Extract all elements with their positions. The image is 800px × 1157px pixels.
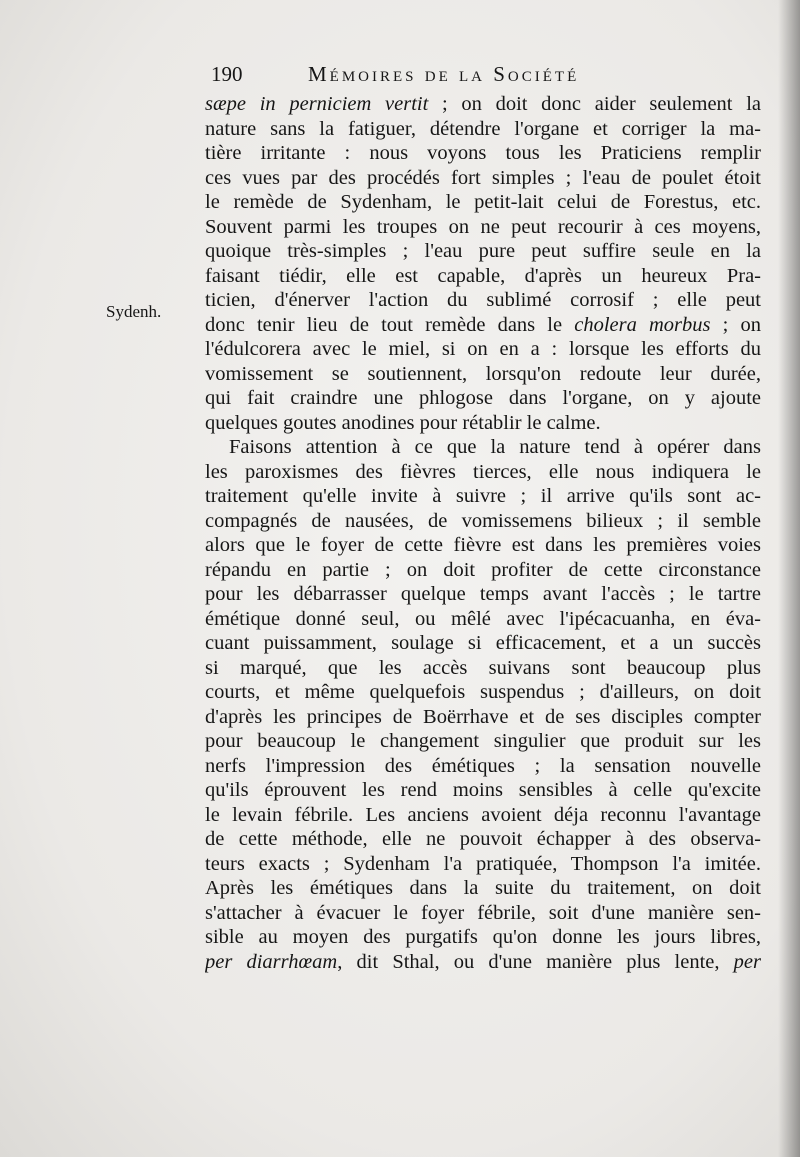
text-line xyxy=(205,607,761,632)
text-run: nature sans la fatiguer, détendre l'organe et corriger la ma- xyxy=(205,117,761,140)
text-line xyxy=(205,386,761,411)
text-line xyxy=(205,827,761,852)
text-run: alors que le foyer de cette fièvre est dans les premières voies xyxy=(205,534,761,556)
text-run: l'édulcorera avec le miel, si on en a : lorsque les efforts du xyxy=(205,338,761,360)
text-line xyxy=(205,509,761,534)
text-line xyxy=(205,754,761,779)
text-run: quelques goutes anodines pour rétablir le calme. xyxy=(205,411,601,434)
text-run: Faisons attention à ce que la nature tend à opérer dans xyxy=(229,436,761,458)
text-line xyxy=(205,362,761,387)
page-edge-shadow xyxy=(778,0,800,1157)
text-run: faisant tiédir, elle est capable, d'après un heureux Pra- xyxy=(205,264,761,287)
text-run: sible au moyen des purgatifs qu'on donne les jours libres, xyxy=(205,926,761,948)
text-line xyxy=(205,729,761,754)
text-run: qu'ils éprouvent les rend moins sensibles à celle qu'excite xyxy=(205,779,761,801)
text-line xyxy=(205,680,761,705)
running-head: Mémoires de la Société xyxy=(308,62,580,86)
text-run: s'attacher à évacuer le foyer fébrile, soit d'une manière sen- xyxy=(205,901,761,924)
text-run: émétique donné seul, ou mêlé avec l'ipécacuanha, en éva- xyxy=(205,607,761,630)
text-run: si marqué, que les accès suivans sont beaucoup plus xyxy=(205,656,761,679)
text-run: , dit Sthal, ou d'une manière plus lente, xyxy=(337,950,734,973)
italic-text: sæpe in perniciem vertit xyxy=(205,93,429,115)
text-run: le levain fébrile. Les anciens avoient déja reconnu l'avantage xyxy=(205,803,761,826)
italic-text: per diarrhœam xyxy=(205,950,338,973)
text-run: d'après les principes de Boërrhave et de ses disciples compter xyxy=(205,705,761,728)
text-line xyxy=(205,778,761,803)
text-run: courts, et même quelquefois suspendus ; d'ailleurs, on doit xyxy=(205,681,761,703)
text-run: teurs exacts ; Sydenham l'a pratiquée, Thompson l'a imitée. xyxy=(205,852,761,875)
text-line xyxy=(205,239,761,264)
text-line xyxy=(205,925,761,950)
text-line xyxy=(205,484,761,509)
text-line xyxy=(205,460,761,485)
text-run: quoique très-simples ; l'eau pure peut suffire seule en la xyxy=(205,240,761,262)
text-line xyxy=(205,582,761,607)
text-run: ces vues par des procédés fort simples ; l'eau de poulet étoit xyxy=(205,166,761,189)
text-line xyxy=(205,117,761,142)
italic-text: per xyxy=(733,950,761,973)
text-run: tière irritante : nous voyons tous les Praticiens remplir xyxy=(205,142,761,164)
text-line xyxy=(205,950,761,975)
text-run: qui fait craindre une phlogose dans l'organe, on y ajoute xyxy=(205,387,761,409)
text-line xyxy=(205,876,761,901)
italic-text: cholera morbus xyxy=(574,313,711,336)
text-line xyxy=(205,166,761,191)
text-run: vomissement se soutiennent, lorsqu'on redoute leur durée, xyxy=(205,362,761,385)
text-line xyxy=(205,533,761,558)
text-line xyxy=(205,705,761,730)
text-run: traitement qu'elle invite à suivre ; il arrive qu'ils sont ac- xyxy=(205,485,761,507)
text-line xyxy=(205,803,761,828)
text-run: pour les débarrasser quelque temps avant l'accès ; le tartre xyxy=(205,583,761,605)
text-run: ; on xyxy=(710,313,761,336)
text-run: pour beaucoup le changement singulier que produit sur les xyxy=(205,730,761,752)
text-run: cuant puissamment, soulage si efficacement, et a un succès xyxy=(205,632,761,654)
text-run: répandu en partie ; on doit profiter de cette circonstance xyxy=(205,558,761,581)
text-line xyxy=(205,901,761,926)
text-run: donc tenir lieu de tout remède dans le xyxy=(205,313,575,336)
text-line xyxy=(205,190,761,215)
text-line xyxy=(205,435,761,460)
text-run: ticien, d'énerver l'action du sublimé corrosif ; elle peut xyxy=(205,289,761,311)
text-line xyxy=(205,288,761,313)
text-run: ; on doit donc aider seulement la xyxy=(428,93,761,115)
text-line xyxy=(205,656,761,681)
page-number: 190 xyxy=(211,62,243,86)
text-line xyxy=(205,313,761,338)
text-line xyxy=(205,558,761,583)
text-run: nerfs l'impression des émétiques ; la sensation nouvelle xyxy=(205,754,761,777)
margin-note: Sydenh. xyxy=(106,302,162,321)
page-header xyxy=(211,62,751,92)
text-run: les paroxismes des fièvres tierces, elle nous indiquera le xyxy=(205,460,761,483)
text-line xyxy=(205,411,761,436)
text-run: Après les émétiques dans la suite du traitement, on doit xyxy=(205,877,761,899)
text-run: le remède de Sydenham, le petit-lait celui de Forestus, etc. xyxy=(205,191,761,213)
body-text xyxy=(205,92,761,974)
text-line xyxy=(205,141,761,166)
text-line xyxy=(205,215,761,240)
text-run: Souvent parmi les troupes on ne peut recourir à ces moyens, xyxy=(205,215,761,238)
text-line xyxy=(205,92,761,117)
text-line xyxy=(205,264,761,289)
text-line xyxy=(205,852,761,877)
text-line xyxy=(205,631,761,656)
text-line xyxy=(205,337,761,362)
text-run: de cette méthode, elle ne pouvoit échapper à des observa- xyxy=(205,828,761,850)
text-run: compagnés de nausées, de vomissemens bilieux ; il semble xyxy=(205,509,761,532)
